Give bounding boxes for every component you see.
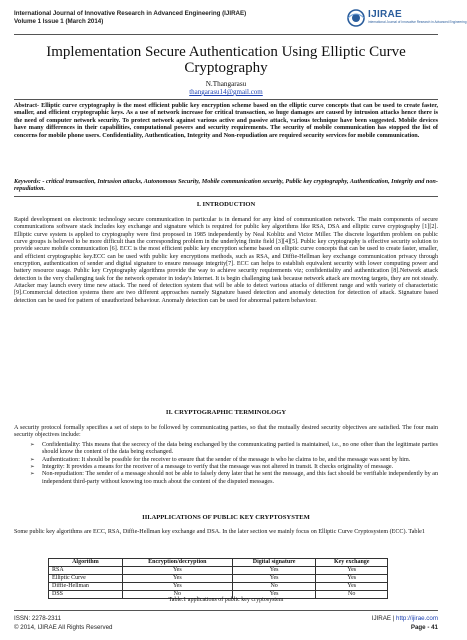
security-objectives-list	[30, 442, 438, 486]
logo-subtitle: International Journal of Innovative Research in Advanced Engineering	[368, 20, 467, 24]
table-cell: No	[122, 591, 232, 599]
journal-header	[14, 10, 314, 26]
issn: ISSN: 2278-2311	[14, 615, 62, 622]
table-cell: Yes	[122, 567, 232, 575]
table-cell: Yes	[316, 567, 388, 575]
section-heading-applications: III.APPLICATIONS OF PUBLIC KEY CRYPTOSYSTEM	[142, 514, 310, 521]
list-item: ➢ Authentication: It should be possible for the receiver to ensure that the sender of the message is who he claims to be, and the message was sent by him.	[30, 456, 411, 463]
header-divider	[14, 34, 438, 35]
site-prefix: IJIRAE |	[371, 615, 397, 622]
applications-text: Some public key algorithms are ECC, RSA, Diffie-Hellman key exchange and DSA. In the later section we mainly focus on Elliptic Curve Cryptosystem (ECC). Table1	[14, 529, 425, 535]
abstract-top-divider	[14, 99, 438, 100]
table-header-cell: Encryption/decryption	[122, 559, 232, 567]
table-cell: Yes	[232, 591, 316, 599]
table-header-cell: Algorithm	[49, 559, 123, 567]
table-header-row	[49, 559, 388, 567]
logo-text: IJIRAE	[368, 9, 403, 20]
table-cell: Yes	[122, 575, 232, 583]
table-cell: Yes	[316, 575, 388, 583]
table-cell: Yes	[316, 583, 388, 591]
table-row	[49, 583, 388, 591]
site-link[interactable]: http://ijirae.com	[396, 615, 438, 622]
table-cell: No	[232, 583, 316, 591]
list-item: ➢ Confidentiality: This means that the secrecy of the data being exchanged by the communicating partied is maintained, i.e., no one other than the legitimate parties should know the content of the data being exchanged.	[30, 442, 438, 456]
author-name: N.Thangarasu	[205, 80, 247, 88]
table-cell: Yes	[122, 583, 232, 591]
cryptographic-terminology-text: A security protocol formally specifies a set of steps to be followed by communicating parties, so that the mutually desired security objectives are satisfied. The four main security objectives include:	[14, 425, 438, 439]
table-cell: DSS	[49, 591, 123, 599]
abstract-bottom-divider	[14, 196, 438, 197]
copyright: © 2014, IJIRAE All Rights Reserved	[14, 624, 113, 631]
section-heading-introduction: I. INTRODUCTION	[196, 201, 256, 208]
journal-volume: Volume 1 Issue 1 (March 2014)	[14, 18, 104, 25]
abstract: Abstract- Elliptic curve cryptography is the most efficient public key encryption scheme based on the elliptic curve concepts that can be used to create faster, smaller, and efficient cryptographic keys. As a use of network increase for critical transaction, so huge damages are caused by intrusion attacks hence there is the need of computer network security. To protect network against various active and passive attack, various technique have been suggested. Mobile devices have many differences in their capabilities, computational powers and security requirements. The security of mobile communication has stopped the list of concerns for mobile phone users. Confidentiality, Authentication, Integrity and Non-repudiation are required security services for mobile communication.	[14, 102, 438, 139]
table-header-cell: Key exchange	[316, 559, 388, 567]
table-cell: No	[316, 591, 388, 599]
journal-name: International Journal of Innovative Research in Advanced Engineering (IJIRAE)	[14, 10, 247, 17]
table-cell: Elliptic Curve	[49, 575, 123, 583]
table-cell: RSA	[49, 567, 123, 575]
table-row	[49, 567, 388, 575]
arrow-bullet-icon: ➢	[30, 464, 35, 471]
footer-left	[14, 614, 112, 632]
table-row	[49, 575, 388, 583]
list-item: ➢ Integrity: It provides a means for the receiver of a message to verify that the message was not altered in transit. It checks originality of message.	[30, 464, 394, 471]
paper-title: Implementation Secure Authentication Using Elliptic Curve Cryptography	[46, 44, 406, 76]
section-heading-cryptographic-terminology: II. CRYPTOGRAPHIC TERMINOLOGY	[165, 409, 287, 416]
author-email-link[interactable]: thangarasu14@gmail.com	[189, 88, 263, 96]
table-cell: Diffie-Hellman	[49, 583, 123, 591]
footer-divider	[14, 610, 438, 611]
keywords: Keywords: - critical transaction, Intrusion attacks, Autonomous Security, Mobile communication security, Public key cryptography, Authentication, Integrity and non-repudiation.	[14, 178, 438, 193]
table-cell: Yes	[232, 575, 316, 583]
table-header-cell: Digital signature	[232, 559, 316, 567]
introduction-text: Rapid development on electronic technology secure communication in particular is in demand for any kind of communication network. The main components of secure communications software stack includes key exchange and signature which is required for public key algorithms like RSA, DSA and elliptic curve cryptography [1][2]. Elliptic curve system is applied to cryptography were first proposed in 1985 independently by Neal Koblitz and Victor Miller. The discrete logarithm problem on public curve groups is believed to be more difficult than the corresponding problem in the underlying finite field [3][4][5]. Public key cryptography is effective security solution to provide secure mobile communication [6]. ECC is the most efficient public key encryption scheme based on elliptic curve concepts that can be used to create faster, smaller, and efficient cryptographic key.ECC can be used with public key encryptions methods, such as RSA, and Diffie-Hellman key exchange communication privacy through encryption, authentication of sender and digital signature to ensure message integrity[7]. ECC can helps to establish equivalent security with lower computing power and battery resource usage. Public key Cryptography algorithms provide the way to achieve security requirements viz; confidentiality and authentication [8].Network attack detection is the very challenging task for the network operator in today's Internet. It is begin challenging task because network attack are moving targets, they are not steady. Attacker may launch every time new attack. The need of detection system that will be able to detect various attacks of different range and with variety of characteristic [9].Commercial detection systems there are two different approaches namely Signature based detection and anomaly detection for detection of attack. Signature based detection can be used for pattern of unauthorized behaviour. Anomaly detection can be used for abnormal pattern behaviour.	[14, 217, 438, 304]
footer-right	[372, 614, 438, 632]
arrow-bullet-icon: ➢	[30, 442, 35, 448]
public-key-applications-table	[48, 558, 388, 599]
page-number: Page - 41	[410, 624, 438, 631]
arrow-bullet-icon: ➢	[30, 456, 35, 463]
table-cell: Yes	[232, 567, 316, 575]
list-item: ➢ Non-repudiation: The sender of a message should not be able to falsely deny later that he sent the message, and this fact should be verifiable independently by an independent third-party without knowing too much about the content of the disputed messages.	[30, 471, 438, 485]
arrow-bullet-icon: ➢	[30, 471, 35, 478]
table-caption: Table.1 applications of public key cryptosystem	[168, 597, 284, 603]
